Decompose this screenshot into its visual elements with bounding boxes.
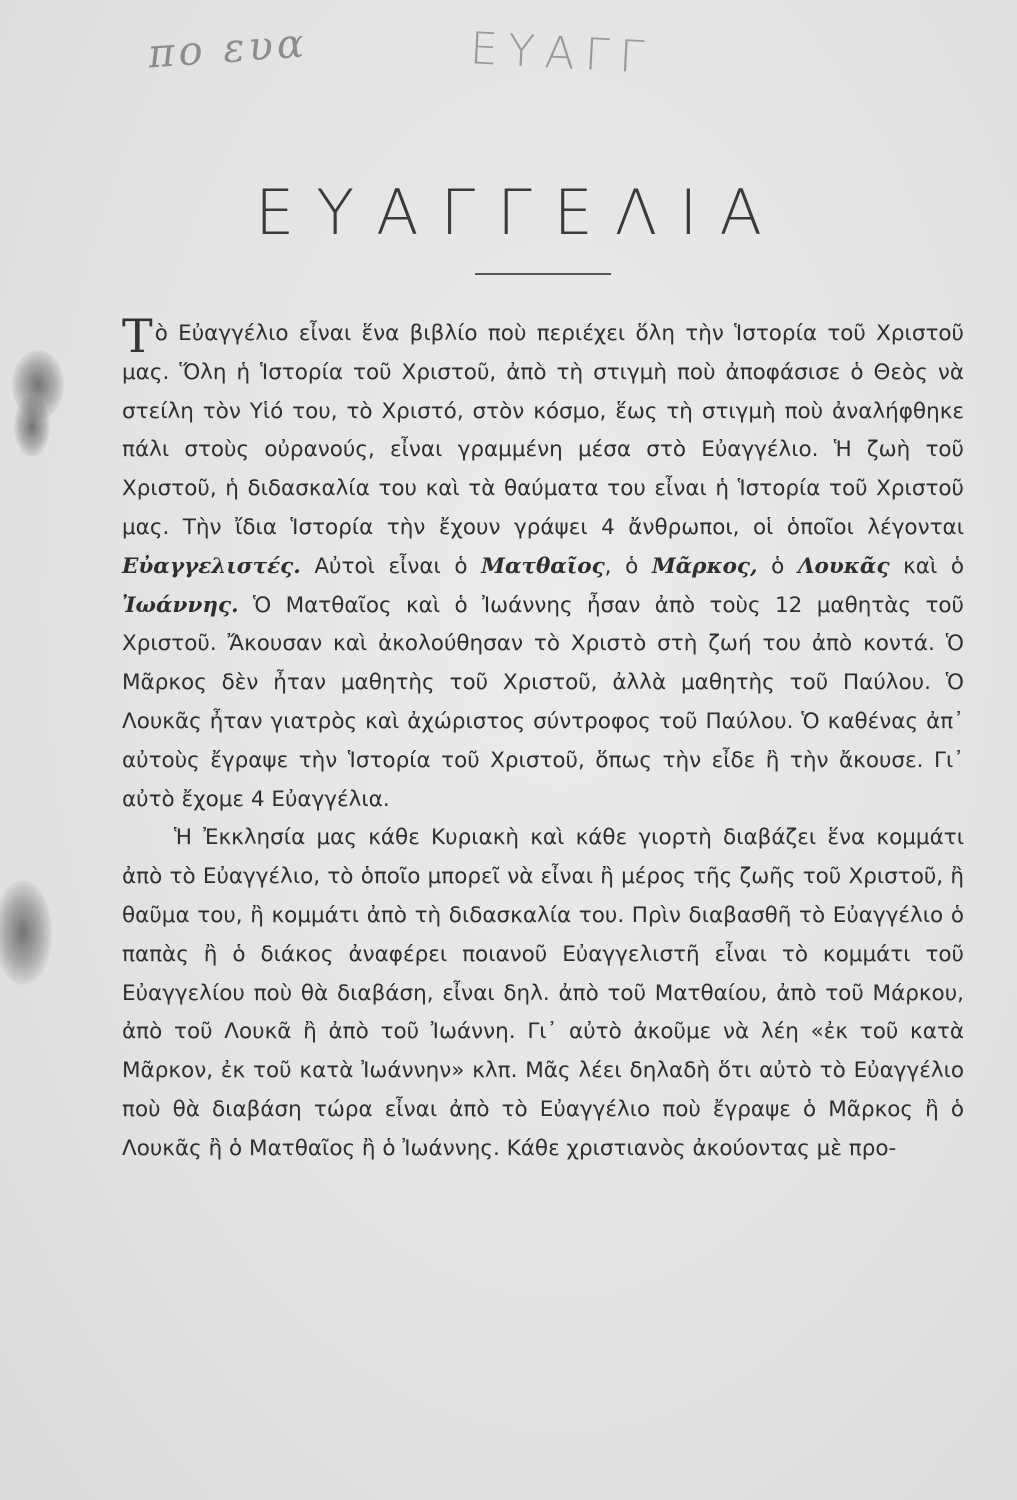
paragraph <box>122 309 964 819</box>
text-run: , ὁ <box>604 553 652 579</box>
emphasis-text: Λουκᾶς <box>797 553 890 579</box>
stain-mark <box>0 880 52 985</box>
page-title: ΕΥΑΓΓΕΛΙΑ <box>255 176 784 249</box>
text-run: Ὁ Ματθαῖος καὶ ὁ Ἰωάννης ἦσαν ἀπὸ τοὺς 12 μαθητὰς τοῦ Χριστοῦ. Ἄκουσαν καὶ ἀκολούθησαν τὸ Χριστὸ στὴ ζωή του ἀπὸ κοντά. Ὁ Μᾶρκος δὲν ἦταν μαθητὴς τοῦ Χριστοῦ, ἀλλὰ μαθητὴς τοῦ Παύλου. Ὁ Λουκᾶς ἦταν γιατρὸς καὶ ἀχώριστος σύντροφος τοῦ Παύλου. Ὁ καθένας ἀπ᾽ αὐτοὺς ἔγραψε τὴν Ἱστορία τοῦ Χριστοῦ, ὅπως τὴν εἶδε ἢ τὴν ἄκουσε. Γι᾽ αὐτὸ ἔχομε 4 Εὐαγγέλια. <box>122 592 964 812</box>
handwritten-note: πο ευα <box>146 20 310 78</box>
handwritten-note: ΕΥΑΓΓ <box>468 23 656 84</box>
drop-cap: Τ <box>122 309 153 363</box>
paragraph: Ἡ Ἐκκλησία μας κάθε Κυριακὴ καὶ κάθε γιορτὴ διαβάζει ἕνα κομμάτι ἀπὸ τὸ Εὐαγγέλιο, τὸ ὁποῖο μπορεῖ νὰ εἶναι ἢ μέρος τῆς ζωῆς τοῦ Χριστοῦ, ἢ θαῦμα του, ἢ κομμάτι ἀπὸ τὴ διδασκαλία του. Πρὶν διαβασθῆ τὸ Εὐαγγέλιο ὁ παπὰς ἢ ὁ διάκος ἀναφέρει ποιανοῦ Εὐαγγελιστῆ εἶναι τὸ κομμάτι τοῦ Εὐαγγελίου ποὺ θὰ διαβάση, εἶναι δηλ. ἀπὸ τοῦ Ματθαίου, ἀπὸ τοῦ Μάρκου, ἀπὸ τοῦ Λουκᾶ ἢ ἀπὸ τοῦ Ἰωάννη. Γι᾽ αὐτὸ ἀκοῦμε νὰ λέη «ἐκ τοῦ κατὰ Μᾶρκον, ἐκ τοῦ κατὰ Ἰωάννην» κλπ. Μᾶς λέει δηλαδὴ ὅτι αὐτὸ τὸ Εὐαγγέλιο ποὺ θὰ διαβάση τώρα εἶναι ἀπὸ τὸ Εὐαγγέλιο ποὺ ἔγραψε ὁ Μᾶρκος ἢ ὁ Λουκᾶς ἢ ὁ Ματθαῖος ἢ ὁ Ἰωάννης. Κάθε χριστιανὸς ἀκούοντας μὲ προ- <box>122 825 964 1161</box>
title-underline <box>475 273 611 275</box>
emphasis-text: Ματθαῖος <box>481 553 605 579</box>
text-run: ὁ <box>757 553 798 579</box>
text-run: καὶ ὁ <box>889 553 964 579</box>
text-run: Αὐτοὶ εἶναι ὁ <box>300 553 482 579</box>
stain-mark <box>14 395 50 457</box>
emphasis-text: Μᾶρκος, <box>651 553 758 579</box>
emphasis-text: Εὐαγγελιστές. <box>122 553 301 579</box>
emphasis-text: Ἰωάννης. <box>122 592 239 618</box>
text-run: ὸ Εὐαγγέλιο εἶναι ἕνα βιβλίο ποὺ περιέχει ὅλη τὴν Ἱστορία τοῦ Χριστοῦ μας. Ὅλη ἡ Ἱστορία τοῦ Χριστοῦ, ἀπὸ τὴ στιγμὴ ποὺ ἀποφάσισε ὁ Θεὸς νὰ στείλη τὸν Υἱό του, τὸ Χριστό, στὸν κόσμο, ἕως τὴ στιγμὴ ποὺ ἀναλήφθηκε πάλι στοὺς οὐρανούς, εἶναι γραμμένη μέσα στὸ Εὐαγγέλιο. Ἡ ζωὴ τοῦ Χριστοῦ, ἡ διδασκαλία του καὶ τὰ θαύματα του εἶναι ἡ Ἱστορία τοῦ Χριστοῦ μας. Τὴν ἴδια Ἱστορία τὴν ἔχουν γράψει 4 ἄνθρωποι, οἱ ὁποῖοι λέγονται <box>122 321 964 540</box>
body-text <box>122 309 964 1169</box>
